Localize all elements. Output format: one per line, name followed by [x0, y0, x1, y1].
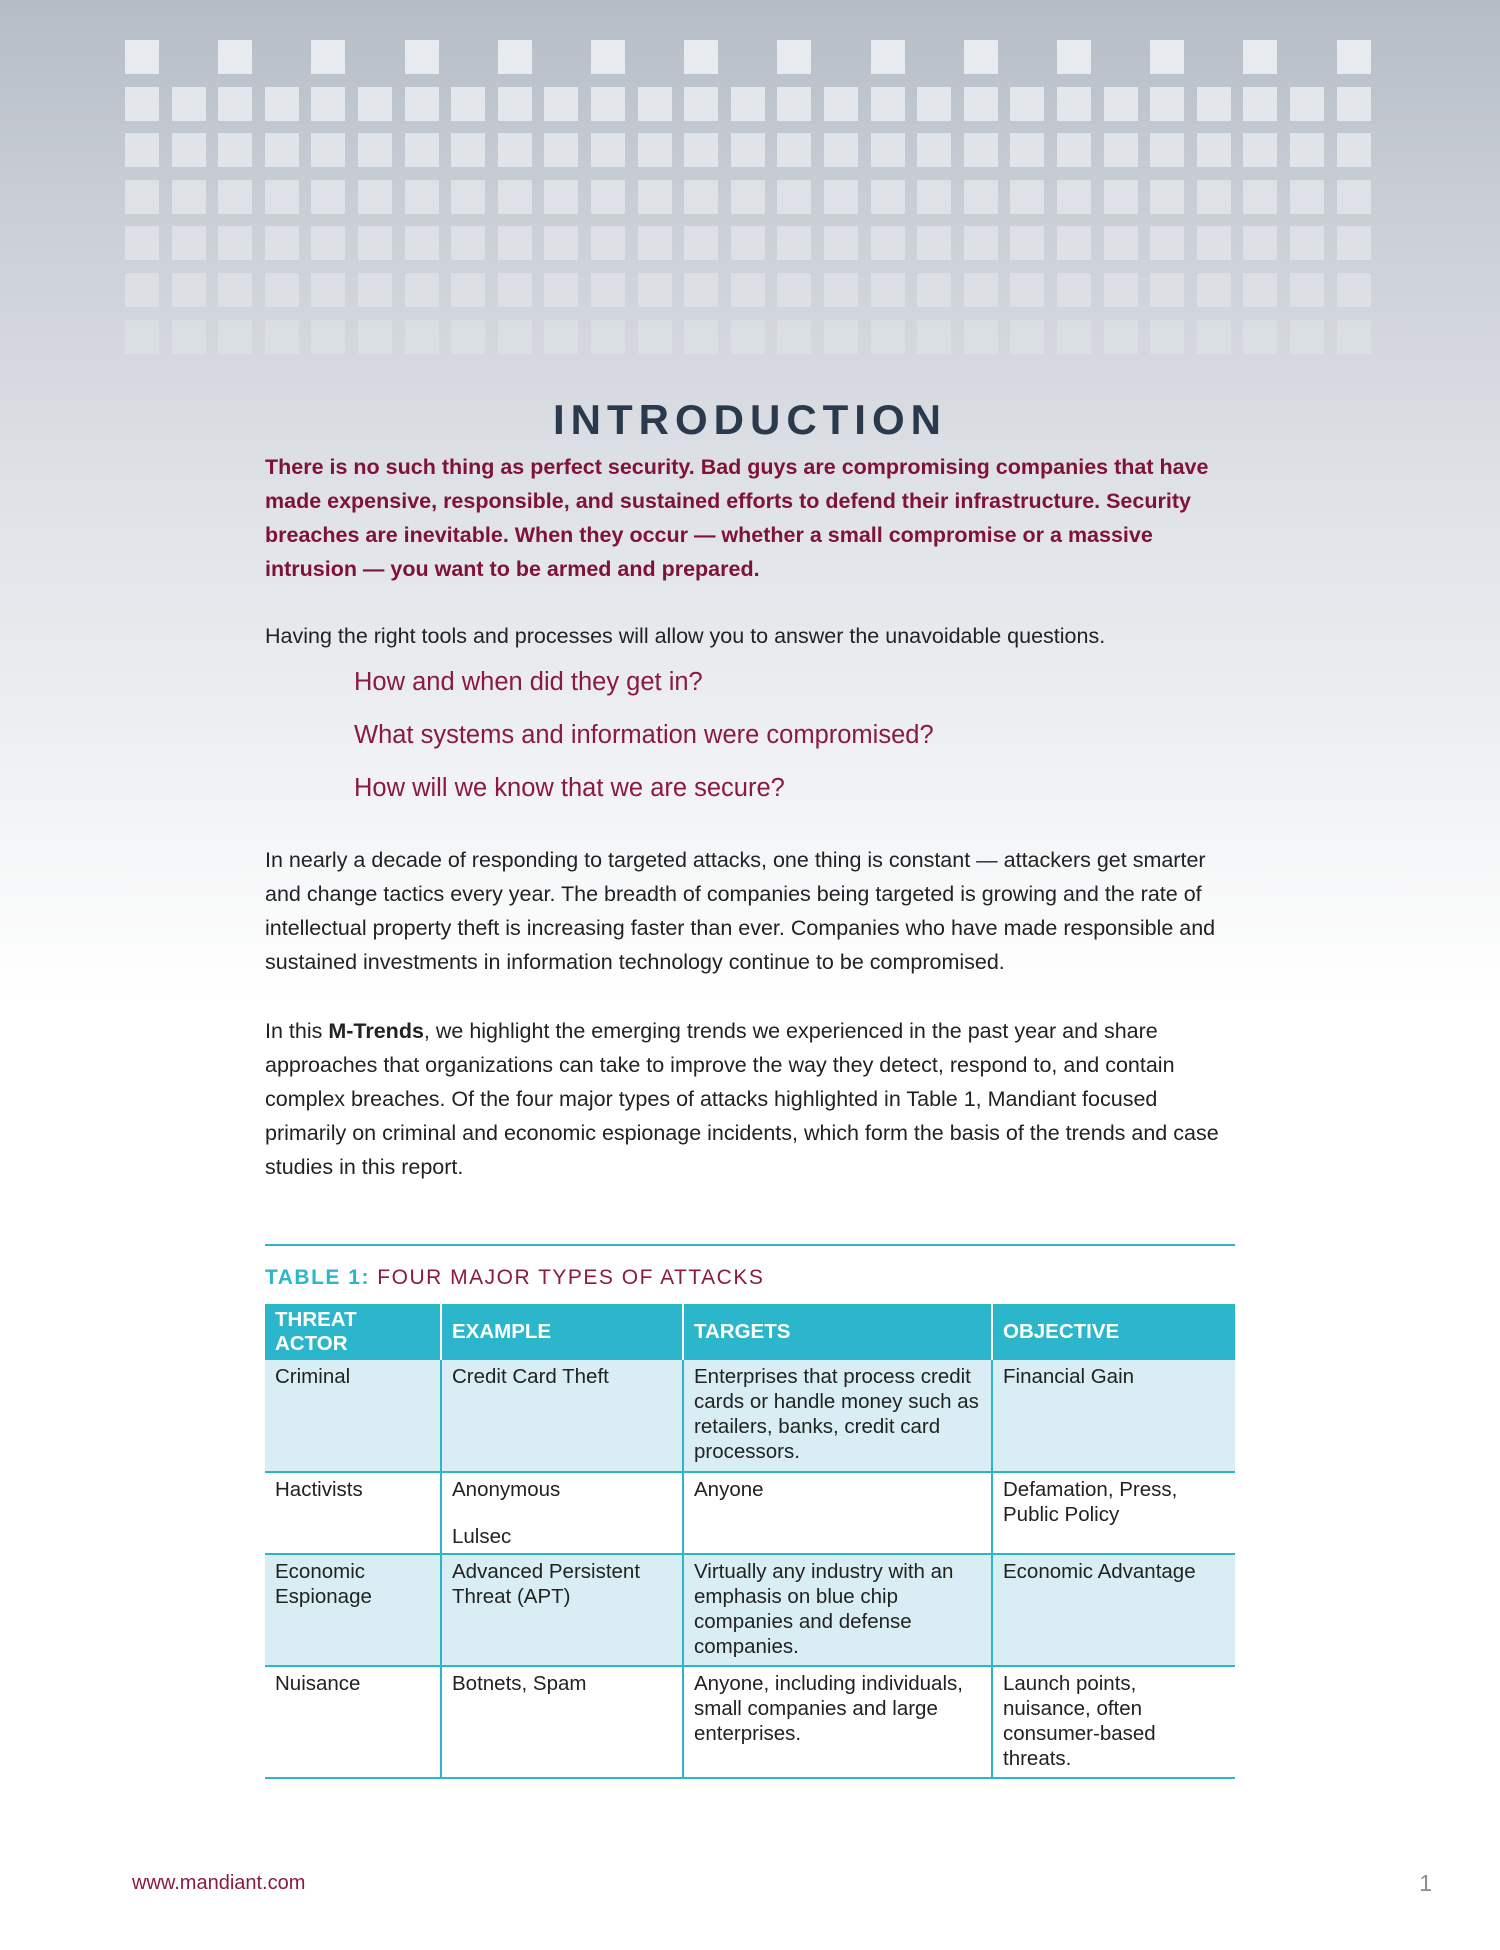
cell-objective: Launch points, nuisance, often consumer-based threats.	[992, 1666, 1235, 1778]
decorative-square-pattern	[0, 0, 1500, 460]
body-paragraph-mtrends	[265, 1014, 1235, 1184]
cell-example: Advanced Persistent Threat (APT)	[441, 1554, 683, 1666]
cell-actor: Criminal	[265, 1360, 441, 1472]
cell-objective: Defamation, Press, Public Policy	[992, 1472, 1235, 1554]
example-item: Anonymous	[452, 1478, 561, 1501]
table-row	[265, 1666, 1235, 1778]
attack-types-table	[265, 1304, 1235, 1779]
question-item: What systems and information were compromised?	[354, 721, 934, 749]
attack-types-table-section	[265, 1244, 1235, 1779]
question-item: How will we know that we are secure?	[354, 774, 785, 802]
cell-example: Credit Card Theft	[441, 1360, 683, 1472]
cell-objective: Economic Advantage	[992, 1554, 1235, 1666]
cell-targets: Anyone, including individuals, small companies and large enterprises.	[683, 1666, 992, 1778]
column-header: EXAMPLE	[441, 1304, 683, 1360]
table-caption-text: FOUR MAJOR TYPES OF ATTACKS	[377, 1266, 765, 1289]
table-row	[265, 1472, 1235, 1554]
intro-paragraph: Having the right tools and processes will allow you to answer the unavoidable questions.	[265, 624, 1106, 648]
cell-example: Botnets, Spam	[441, 1666, 683, 1778]
column-header: TARGETS	[683, 1304, 992, 1360]
cell-example	[441, 1472, 683, 1554]
table-row	[265, 1554, 1235, 1666]
table-divider	[265, 1244, 1235, 1246]
body-paragraph: In nearly a decade of responding to targeted attacks, one thing is constant — attackers get smarter and change tactics every year. The breadth of companies being targeted is growing and the rate of intellectual property theft is increasing faster than ever. Companies who have made responsible and sustained investments in information technology continue to be compromised.	[265, 848, 1216, 974]
cell-actor: Economic Espionage	[265, 1554, 441, 1666]
table-caption	[265, 1266, 1235, 1292]
cell-objective: Financial Gain	[992, 1360, 1235, 1472]
cell-targets: Virtually any industry with an emphasis on blue chip companies and defense companies.	[683, 1554, 992, 1666]
lead-paragraph: There is no such thing as perfect security. Bad guys are compromising companies that have made expensive, responsible, and sustained efforts to defend their infrastructure. Security breaches are inevitable. When they occur — whether a small compromise or a massive intrusion — you want to be armed and prepared.	[265, 455, 1209, 581]
cell-actor: Hactivists	[265, 1472, 441, 1554]
question-item: How and when did they get in?	[354, 668, 703, 696]
cell-actor: Nuisance	[265, 1666, 441, 1778]
mtrends-prefix: In this	[265, 1019, 329, 1043]
table-row	[265, 1360, 1235, 1472]
example-item: Lulsec	[452, 1525, 512, 1548]
footer-website-link[interactable]: www.mandiant.com	[132, 1872, 306, 1894]
column-header: OBJECTIVE	[992, 1304, 1235, 1360]
mtrends-suffix: , we highlight the emerging trends we experienced in the past year and share approaches that organizations can take to improve the way they detect, respond to, and contain complex breaches. Of the four major types of attacks highlighted in Table 1, Mandiant focused primarily on criminal and economic espionage incidents, which form the basis of the trends and case studies in this report.	[265, 1019, 1219, 1179]
cell-targets: Enterprises that process credit cards or handle money such as retailers, banks, credit card processors.	[683, 1360, 992, 1472]
column-header: THREAT ACTOR	[265, 1304, 441, 1360]
table-header-row	[265, 1304, 1235, 1360]
table-caption-label: TABLE 1:	[265, 1266, 370, 1289]
cell-targets: Anyone	[683, 1472, 992, 1554]
page-number: 1	[1419, 1870, 1432, 1896]
page-title: INTRODUCTION	[553, 396, 947, 444]
question-list	[354, 667, 934, 826]
mtrends-bold: M-Trends	[328, 1019, 424, 1043]
